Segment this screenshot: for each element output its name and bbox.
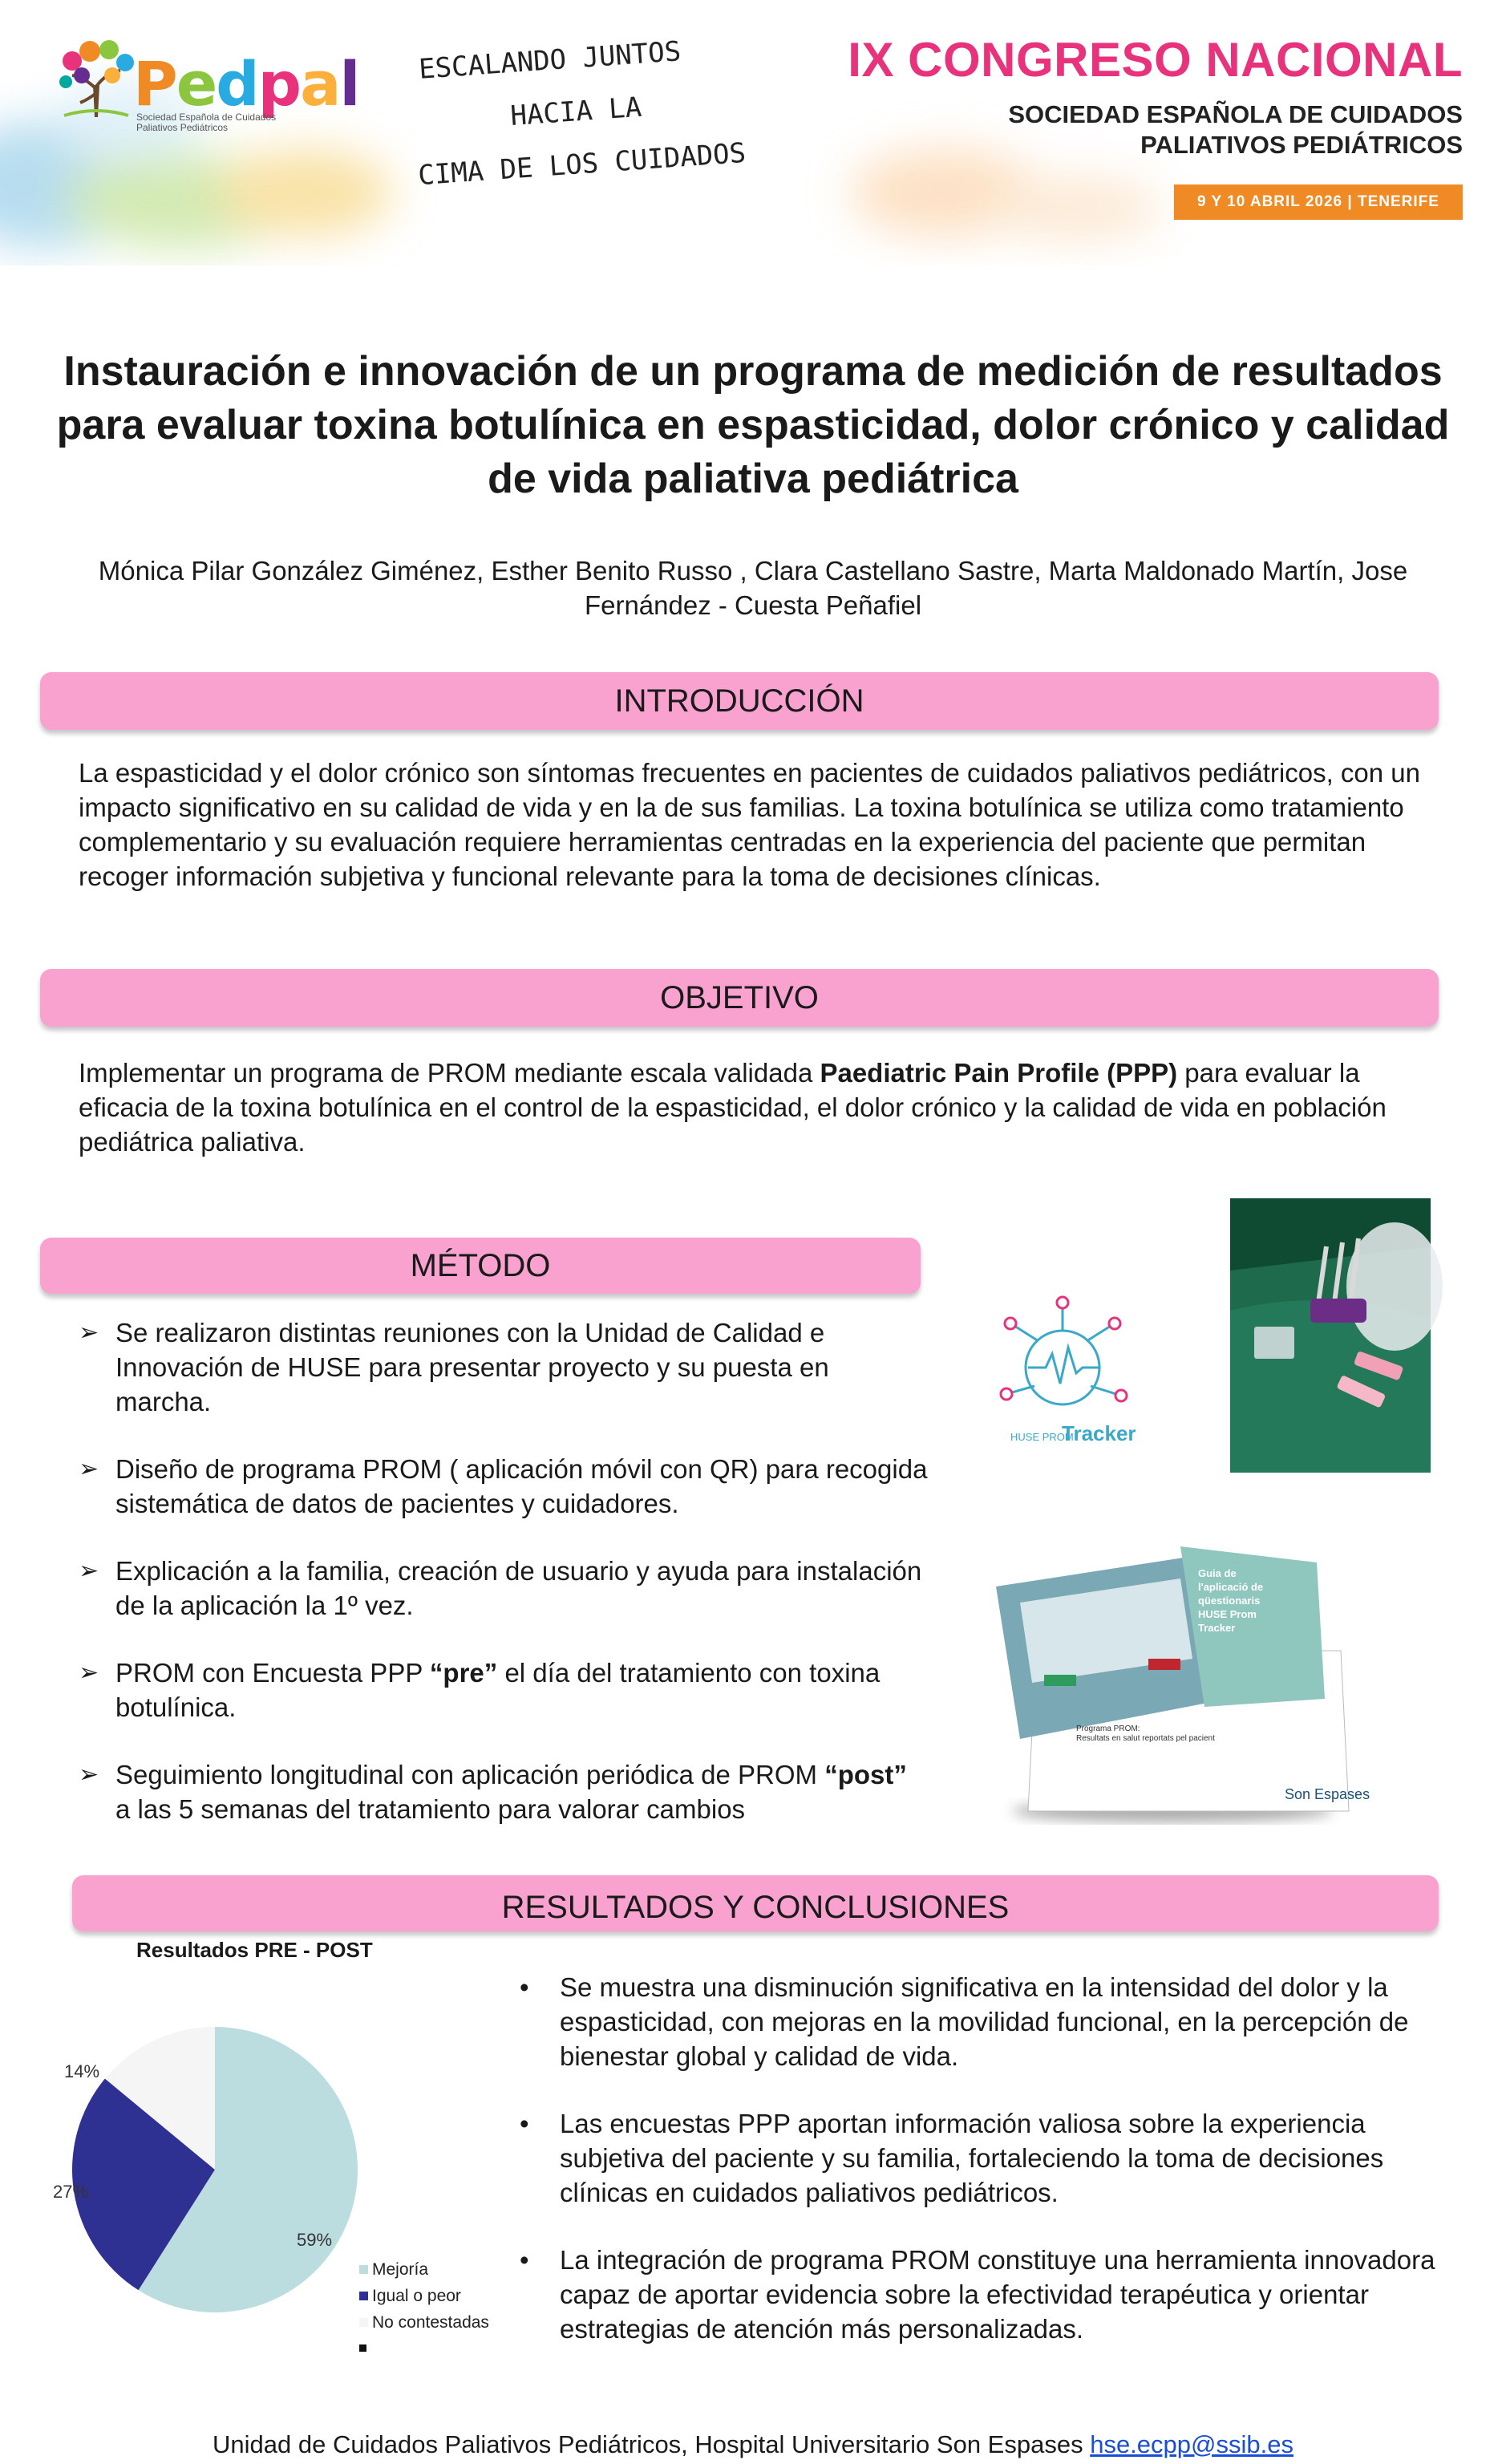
society-line: SOCIEDAD ESPAÑOLA DE CUIDADOS: [1008, 100, 1463, 128]
society-name: [1008, 99, 1463, 160]
list-item: [79, 1656, 929, 1724]
tree-logo-icon: [48, 29, 144, 125]
arrow-bullet-icon: ➢: [79, 1319, 99, 1346]
item-text: a las 5 semanas del tratamiento para valorar cambios: [115, 1794, 746, 1824]
bullet-icon: •: [520, 1972, 529, 2002]
item-text: el día del tratamiento con toxina botulínica.: [115, 1658, 881, 1722]
objective-text-part: para evaluar la eficacia de la toxina botulínica en el control de la espasticidad, el dolor crónico y la calidad de vida en población pediátrica paliativa.: [79, 1058, 1387, 1157]
item-text: Se muestra una disminución significativa en la intensidad del dolor y la espasticidad, con mejoras en la movilidad funcional, en la percepción de bienestar global y calidad de vida.: [560, 1972, 1409, 2071]
society-line: PALIATIVOS PEDIÁTRICOS: [1140, 131, 1463, 159]
huse-prom-tracker-logo: [978, 1291, 1147, 1444]
section-results-header: [72, 1875, 1439, 1931]
results-pie-chart: [53, 2029, 537, 2366]
brochure-photo: [988, 1538, 1370, 1827]
ppp-scale-name: Paediatric Pain Profile (PPP): [820, 1058, 1178, 1088]
section-heading: INTRODUCCIÓN: [614, 683, 864, 719]
arrow-bullet-icon: ➢: [79, 1558, 99, 1584]
slogan-line: ESCALANDO JUNTOS: [417, 35, 682, 86]
footer-text: Unidad de Cuidados Paliativos Pediátricos, Hospital Universitario Son Espases: [213, 2430, 1091, 2458]
contact-email-link[interactable]: hse.ecpp@ssib.es: [1090, 2430, 1293, 2458]
congress-title: IX CONGRESO NACIONAL: [848, 33, 1463, 87]
arrow-bullet-icon: ➢: [79, 1761, 99, 1788]
objective-text-part: Implementar un programa de PROM mediante escala validada: [79, 1058, 820, 1088]
pie-data-label: 59%: [297, 2230, 333, 2250]
authors: Mónica Pilar González Giménez, Esther Benito Russo , Clara Castellano Sastre, Marta Maldonado Martín, Jose Fernández - Cuesta Peñafiel: [98, 556, 1408, 620]
method-list: [79, 1315, 929, 1859]
objective-text: [79, 1056, 1442, 1159]
legend-swatch: [359, 2265, 368, 2274]
tracker-label-a: HUSE PROM: [1010, 1431, 1074, 1443]
syringes-photo: [1230, 1198, 1431, 1473]
item-text: Las encuestas PPP aportan información valiosa sobre la experiencia subjetiva del paciente y su familia, fortaleciendo la toma de decisiones clínicas en cuidados paliativos pediátricos.: [560, 2109, 1384, 2207]
legend-swatch: [359, 2292, 368, 2300]
legend-marker: [359, 2344, 366, 2352]
poster-title: Instauración e innovación de un programa de medición de resultados para evaluar toxina botulínica en espasticidad, dolor crónico y calidad de vida paliativa pediátrica: [56, 348, 1450, 502]
section-method-header: [40, 1238, 921, 1294]
legend-label: Igual o peor: [372, 2287, 461, 2305]
brochure-title: Guia de l'aplicació de qüestionaris HUSE Prom Tracker: [1198, 1567, 1264, 1634]
item-bold: “pre”: [429, 1658, 498, 1688]
item-bold: “post”: [824, 1760, 907, 1789]
legend-label: Mejoría: [372, 2260, 429, 2279]
bullet-icon: •: [520, 2245, 529, 2275]
item-text: La integración de programa PROM constituye una herramienta innovadora capaz de aportar evidencia sobre la efectividad terapéutica y orientar estrategias de atención más personalizadas.: [560, 2245, 1435, 2344]
item-text: Diseño de programa PROM ( aplicación móvil con QR) para recogida sistemática de datos de pacientes y cuidadores.: [115, 1454, 928, 1518]
bullet-icon: •: [520, 2109, 529, 2138]
list-item: [516, 2243, 1463, 2346]
pie-data-label: 14%: [64, 2061, 100, 2081]
slogan-line: HACIA LA: [509, 91, 643, 133]
arrow-bullet-icon: ➢: [79, 1456, 99, 1482]
list-item: [79, 1452, 929, 1521]
slogan-line: CIMA DE LOS CUIDADOS: [417, 136, 747, 192]
list-item: [79, 1757, 929, 1826]
arrow-bullet-icon: ➢: [79, 1660, 99, 1686]
legend-label: No contestadas: [372, 2313, 489, 2332]
introduction-text: La espasticidad y el dolor crónico son síntomas frecuentes en pacientes de cuidados paliativos pediátricos, con un impacto significativo en su calidad de vida y en la de sus familias. La toxina botulínica se utiliza como tratamiento complementario y su evaluación requiere herramientas centradas en la experiencia del paciente que permitan recoger información subjetiva y funcional relevante para la toma de decisiones clínicas.: [79, 758, 1420, 891]
tracker-label-b: Tracker: [1062, 1421, 1136, 1445]
section-heading: MÉTODO: [410, 1247, 551, 1283]
footer: [0, 2430, 1506, 2459]
logo-wordmark: Pedpal: [133, 48, 359, 120]
chart-title: Resultados PRE - POST: [136, 1938, 373, 1962]
section-heading: OBJETIVO: [660, 979, 819, 1015]
list-item: [516, 1970, 1463, 2073]
logo-subtitle: Sociedad Española de Cuidados Paliativos Pediátricos: [136, 111, 277, 133]
section-introduction-header: [40, 672, 1439, 730]
son-espases-label: Son Espases: [1285, 1786, 1370, 1802]
list-item: [516, 2106, 1463, 2210]
item-text: Seguimiento longitudinal con aplicación periódica de PROM: [115, 1760, 825, 1789]
item-text: Explicación a la familia, creación de usuario y ayuda para instalación de la aplicación la 1º vez.: [115, 1556, 922, 1620]
item-text: Se realizaron distintas reuniones con la Unidad de Calidad e Innovación de HUSE para presentar proyecto y su puesta en marcha.: [115, 1318, 829, 1416]
list-item: [79, 1315, 929, 1419]
item-text: PROM con Encuesta PPP: [115, 1658, 430, 1688]
section-heading: RESULTADOS Y CONCLUSIONES: [501, 1889, 1010, 1925]
legend-swatch: [359, 2318, 368, 2327]
results-list: [516, 1970, 1463, 2379]
paper-heading: Programa PROM: Resultats en salut reportats pel pacient: [1076, 1724, 1215, 1743]
section-objective-header: [40, 969, 1439, 1027]
slogan: [417, 21, 747, 201]
date-place-badge: 9 Y 10 ABRIL 2026 | TENERIFE: [1174, 184, 1463, 220]
list-item: [79, 1554, 929, 1623]
pie-data-label: 27%: [53, 2182, 89, 2202]
